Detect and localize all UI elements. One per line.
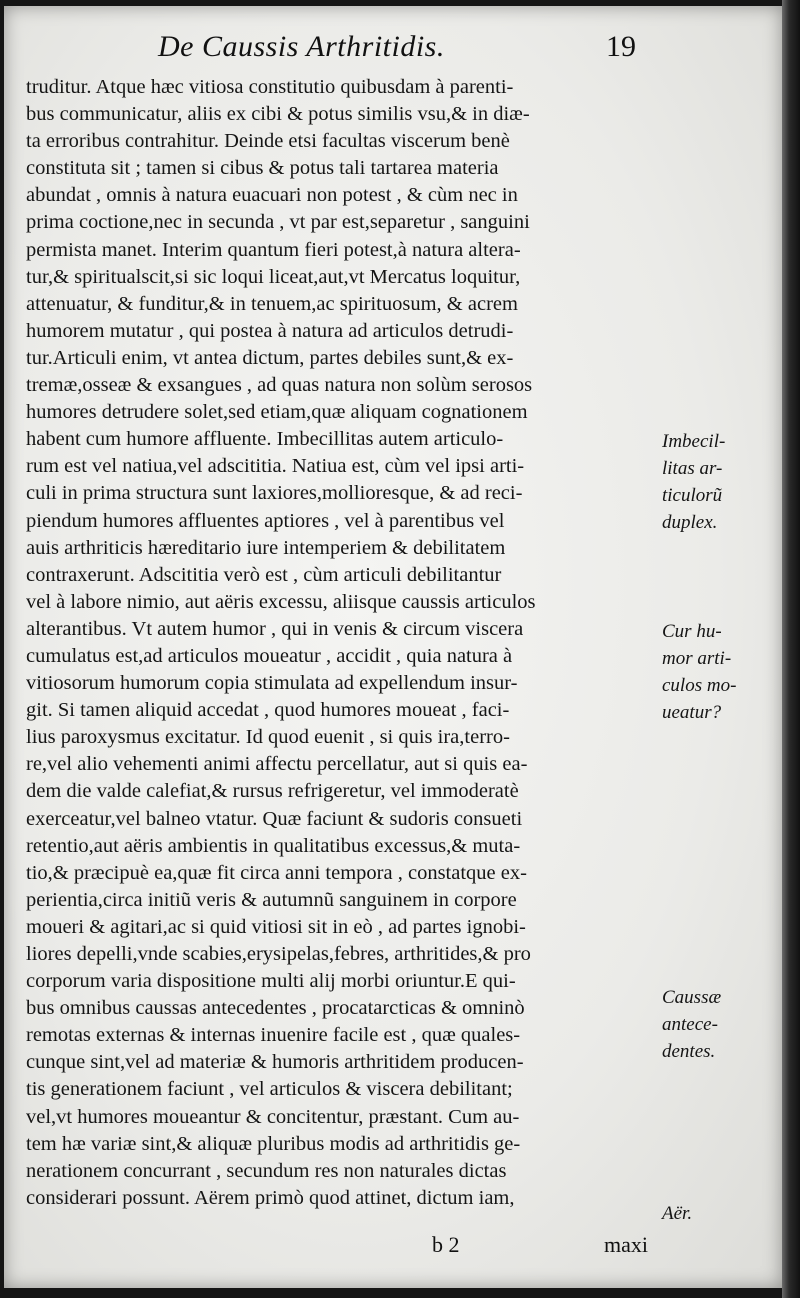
margin-note-line: dentes. xyxy=(662,1041,716,1062)
text-line: nerationem concurrant , secundum res non naturales dictas xyxy=(26,1159,507,1182)
margin-note-line: ueatur? xyxy=(662,702,722,723)
text-line: contraxerunt. Adscititia verò est , cùm articuli debilitantur xyxy=(26,563,502,586)
text-line: vitiosorum humorum copia stimulata ad expellendum insur- xyxy=(26,672,518,695)
text-line: tem hæ variæ sint,& aliquæ pluribus modis ad arthritidis ge- xyxy=(26,1132,521,1155)
text-line: vel à labore nimio, aut aëris excessu, aliisque caussis articulos xyxy=(26,590,536,613)
text-line: git. Si tamen aliquid accedat , quod humores moueat , faci- xyxy=(26,699,510,722)
catchword: maxi xyxy=(604,1232,648,1257)
margin-note-line: duplex. xyxy=(662,512,718,533)
text-line: prima coctione,nec in secunda , vt par est,separetur , sanguini xyxy=(26,211,530,234)
margin-note-line: antece- xyxy=(662,1014,718,1035)
margin-note-line: mor arti- xyxy=(662,648,732,669)
text-line: vel,vt humores moueantur & concitentur, præstant. Cum au- xyxy=(26,1105,520,1128)
margin-note-caussae xyxy=(662,984,774,1065)
text-line: alterantibus. Vt autem humor , qui in venis & circum viscera xyxy=(26,617,524,640)
text-line: piendum humores affluentes aptiores , vel à parentibus vel xyxy=(26,509,505,532)
margin-note-line: Cur hu- xyxy=(662,621,722,642)
text-line: cumulatus est,ad articulos moueatur , accidit , quia natura à xyxy=(26,644,513,667)
text-line: auis arthriticis hæreditario iure intemperiem & debilitatem xyxy=(26,536,506,559)
text-line: corporum varia dispositione multi alij morbi oriuntur.E qui- xyxy=(26,970,516,993)
margin-note-line: Aër. xyxy=(662,1203,693,1224)
page-footer xyxy=(0,1232,800,1266)
text-line: attenuatur, & funditur,& in tenuem,ac spirituosum, & acrem xyxy=(26,292,518,315)
text-line: retentio,aut aëris ambientis in qualitatibus excessus,& muta- xyxy=(26,834,521,857)
text-line: permista manet. Interim quantum fieri potest,à natura altera- xyxy=(26,238,521,261)
text-line: moueri & agitari,ac si quid vitiosi sit in eò , ad partes ignobi- xyxy=(26,915,526,938)
page-edge-shadow xyxy=(782,0,800,1298)
text-line: habent cum humore affluente. Imbecillitas autem articulo- xyxy=(26,428,504,451)
margin-note-line: culos mo- xyxy=(662,675,737,696)
text-line: tio,& præcipuè ea,quæ fit circa anni tempora , constatque ex- xyxy=(26,861,527,884)
body-text xyxy=(26,74,656,1212)
signature-mark: b 2 xyxy=(432,1232,460,1257)
margin-note-aer xyxy=(662,1200,774,1227)
text-line: cunque sint,vel ad materiæ & humoris arthritidem producen- xyxy=(26,1051,524,1074)
text-line: tur.Articuli enim, vt antea dictum, partes debiles sunt,& ex- xyxy=(26,346,514,369)
text-line: dem die valde calefiat,& rursus refrigeretur, vel immoderatè xyxy=(26,780,519,803)
text-line: bus omnibus caussas antecedentes , procatarcticas & omninò xyxy=(26,997,525,1020)
text-line: humorem mutatur , qui postea à natura ad articulos detrudi- xyxy=(26,319,514,342)
page-header xyxy=(0,30,800,74)
text-line: humores detrudere solet,sed etiam,quæ aliquam cognationem xyxy=(26,401,528,424)
margin-note-imbecillitas xyxy=(662,428,774,536)
text-line: perientia,circa initiũ veris & autumnũ sanguinem in corpore xyxy=(26,888,517,911)
margin-note-line: Imbecil- xyxy=(662,431,726,452)
text-line: considerari possunt. Aërem primò quod attinet, dictum iam, xyxy=(26,1186,515,1209)
text-line: tur,& spiritualscit,si sic loqui liceat,aut,vt Mercatus loquitur, xyxy=(26,265,521,288)
text-line: remotas externas & internas inuenire facile est , quæ quales- xyxy=(26,1024,521,1047)
text-line: culi in prima structura sunt laxiores,mollioresque, & ad reci- xyxy=(26,482,523,505)
text-line: ta erroribus contrahitur. Deinde etsi facultas viscerum benè xyxy=(26,130,510,153)
text-line: truditur. Atque hæc vitiosa constitutio quibusdam à parenti- xyxy=(26,76,514,98)
text-line: liores depelli,vnde scabies,erysipelas,febres, arthritides,& pro xyxy=(26,943,531,965)
text-line: tis generationem faciunt , vel articulos & viscera debilitant; xyxy=(26,1078,513,1101)
margin-note-cur-humor xyxy=(662,618,774,726)
text-line: lius paroxysmus excitatur. Id quod euenit , si quis ira,terro- xyxy=(26,726,510,749)
text-line: re,vel alio vehementi animi affectu percellatur, aut si quis ea- xyxy=(26,753,528,776)
margin-note-line: ticulorũ xyxy=(662,485,723,506)
margin-note-line: Caussæ xyxy=(662,987,722,1008)
running-title: De Caussis Arthritidis. xyxy=(158,30,445,63)
text-line: constituta sit ; tamen si cibus & potus tali tartarea materia xyxy=(26,157,499,180)
text-line: rum est vel natiua,vel adscititia. Natiua est, cùm vel ipsi arti- xyxy=(26,455,525,478)
text-line: bus communicatur, aliis ex cibi & potus similis vsu,& in diæ- xyxy=(26,103,530,126)
text-line: abundat , omnis à natura euacuari non potest , & cùm nec in xyxy=(26,184,518,207)
text-line: exerceatur,vel balneo vtatur. Quæ faciunt & sudoris consueti xyxy=(26,807,523,830)
margin-note-line: litas ar- xyxy=(662,458,723,479)
page-number: 19 xyxy=(606,30,636,63)
text-line: tremæ,osseæ & exsangues , ad quas natura non solùm serosos xyxy=(26,374,533,397)
